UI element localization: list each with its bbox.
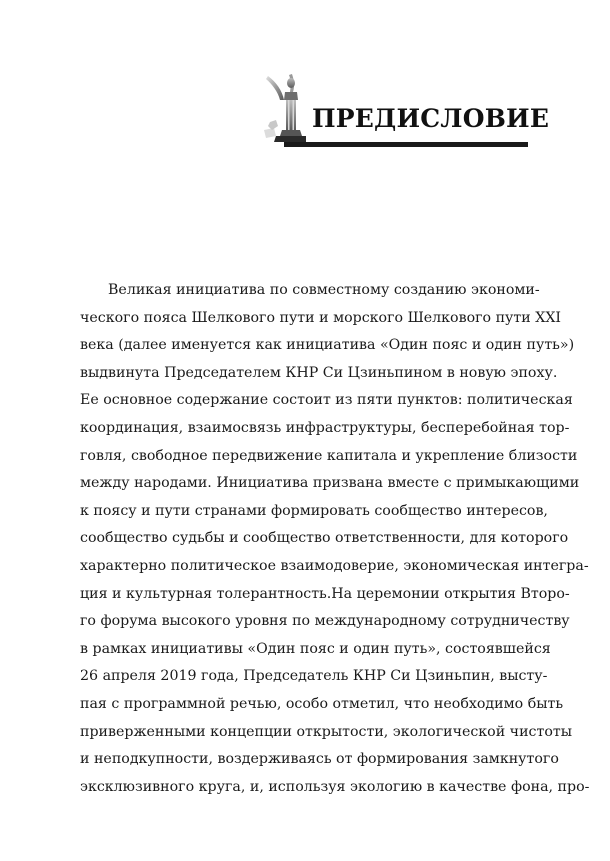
statue-emblem-icon — [262, 70, 310, 144]
text-line: ция и культурная толерантность.На церемонии открытия Второ- — [80, 585, 570, 602]
text-line: характерно политическое взаимодоверие, экономическая интегра- — [80, 557, 589, 574]
text-line: в рамках инициативы «Один пояс и один путь», состоявшейся — [80, 640, 551, 657]
text-line: сообщество судьбы и сообщество ответственности, для которого — [80, 530, 569, 547]
chapter-title: ПРЕДИСЛОВИЕ — [312, 104, 550, 133]
text-line: 26 апреля 2019 года, Председатель КНР Си Цзиньпин, высту- — [80, 668, 548, 685]
text-line: приверженными концепции открытости, экологической чистоты — [80, 723, 572, 740]
text-line: века (далее именуется как инициатива «Один пояс и один путь») — [80, 337, 575, 354]
body-paragraph — [80, 277, 590, 801]
title-underline — [284, 142, 528, 147]
text-line: го форума высокого уровня по международному сотрудничеству — [80, 613, 570, 630]
text-line: ческого пояса Шелкового пути и морского Шелкового пути XXI — [80, 309, 562, 326]
text-line: эксклюзивного круга, и, используя экологию в качестве фона, про- — [80, 778, 590, 795]
text-line: к поясу и пути странами формировать сообщество интересов, — [80, 502, 548, 519]
text-line: Ее основное содержание состоит из пяти пунктов: политическая — [80, 392, 573, 409]
text-line: и неподкупности, воздерживаясь от формирования замкнутого — [80, 751, 559, 768]
text-line: пая с программной речью, особо отметил, что необходимо быть — [80, 695, 564, 712]
text-line: координация, взаимосвязь инфраструктуры, бесперебойная тор- — [80, 419, 570, 436]
text-line: Великая инициатива по совместному созданию экономи- — [108, 282, 540, 298]
chapter-header — [262, 70, 550, 150]
text-line: говля, свободное передвижение капитала и укрепление близости — [80, 447, 578, 464]
text-line: между народами. Инициатива призвана вместе с примыкающими — [80, 475, 580, 492]
text-line: выдвинута Председателем КНР Си Цзиньпином в новую эпоху. — [80, 364, 558, 381]
